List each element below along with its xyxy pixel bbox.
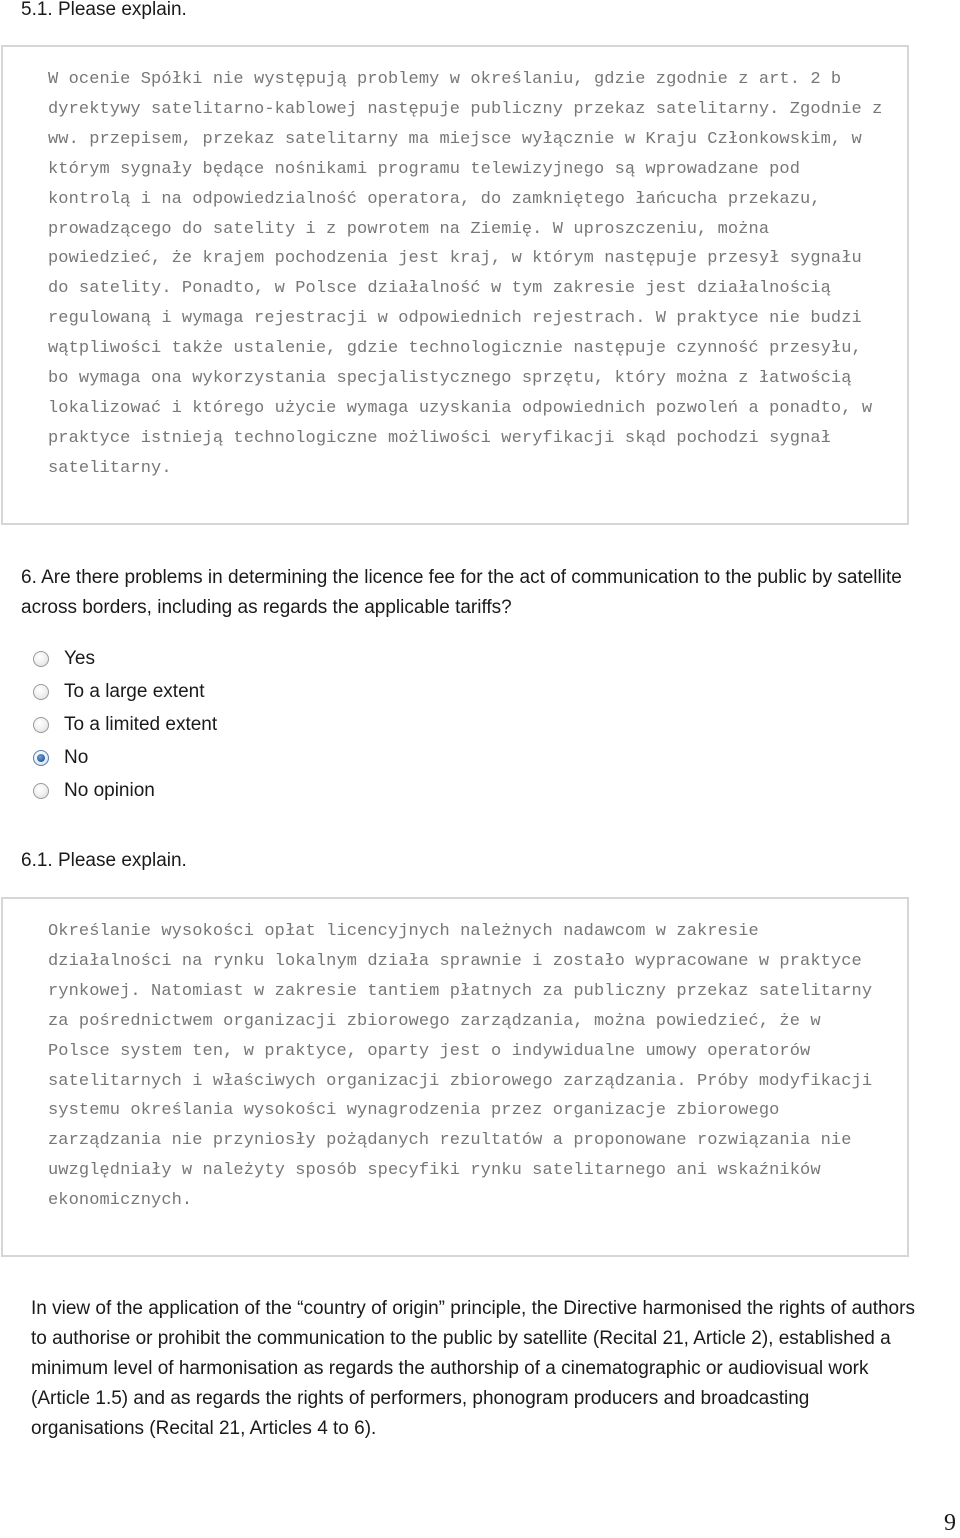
answer-text-6-1: Określanie wysokości opłat licencyjnych należnych nadawcom w zakresie działalności na rynku lokalnym działa sprawnie i zostało wypracowane w praktyce rynkowej. Natomiast w zakresie tantiem płatnych za publiczny przekaz satelitarny za pośrednictwem organizacji zbiorowego zarządzania, można powiedzieć, że w Polsce system ten, w praktyce, oparty jest o indywidualne umowy operatorów satelitarnych i właściwych organizacji zbiorowego zarządzania. Próby modyfikacji systemu określania wysokości wynagrodzenia przez organizacje zbiorowego zarządzania nie przyniosły pożądanych rezultatów a proponowane rozwiązania nie uwzględniały w należyty sposób specyfiki rynku satelitarnego ani wskaźników ekonomicznych. (48, 922, 873, 1211)
option-label: No (64, 746, 89, 768)
answer-box-5-1[interactable] (1, 45, 909, 525)
body-paragraph: In view of the application of the “country of origin” principle, the Directive harmonised the rights of authors to authorise or prohibit the communication to the public by satellite (Recital 21, Article 2), established a minimum level of harmonisation as regards the authorship of a cinematographic or audiovisual work (Article 1.5) and as regards the rights of performers, phonogram producers and broadcasting organisations (Recital 21, Articles 4 to 6). (31, 1298, 915, 1439)
section-6-1-heading: 6.1. Please explain. (21, 850, 187, 871)
option-label: Yes (64, 647, 95, 669)
radio-button-icon[interactable] (33, 717, 49, 733)
radio-button-icon[interactable] (33, 684, 49, 700)
option-to-a-large-extent[interactable] (33, 675, 217, 708)
answer-text-5-1: W ocenie Spółki nie występują problemy w określaniu, gdzie zgodnie z art. 2 b dyrektywy satelitarno-kablowej następuje publiczny przekaz satelitarny. Zgodnie z ww. przepisem, przekaz satelitarny ma miejsce wyłącznie w Kraju Członkowskim, w którym sygnały będące nośnikami programu telewizyjnego są wprowadzane pod kontrolą i na odpowiedzialność operatora, do zamkniętego łańcucha przekazu, prowadzącego do satelity i z powrotem na Ziemię. W uproszczeniu, można powiedzieć, że krajem pochodzenia jest kraj, w którym następuje przesył sygnału do satelity. Ponadto, w Polsce działalność w tym zakresie jest działalnością regulowaną i wymaga rejestracji w odpowiednich rejestrach. W praktyce nie budzi wątpliwości także ustalenie, gdzie technologicznie następuje czynność przesyłu, bo wymaga ona wykorzystania specjalistycznego sprzętu, który można z łatwością lokalizować i którego użycie wymaga uzyskania odpowiednich pozwoleń a ponadto, w praktyce istnieją technologiczne możliwości weryfikacji skąd pochodzi sygnał satelitarny. (48, 70, 883, 478)
answer-box-6-1[interactable] (1, 897, 909, 1257)
option-no[interactable] (33, 741, 217, 774)
radio-button-icon[interactable] (33, 783, 49, 799)
option-label: No opinion (64, 779, 155, 801)
option-yes[interactable] (33, 642, 217, 675)
page-number: 9 (944, 1510, 956, 1536)
radio-button-icon[interactable] (33, 651, 49, 667)
radio-group-question-6 (33, 642, 217, 807)
option-label: To a limited extent (64, 713, 218, 735)
section-5-1-heading: 5.1. Please explain. (21, 0, 187, 20)
option-to-a-limited-extent[interactable] (33, 708, 217, 741)
question-6-text: 6. Are there problems in determining the licence fee for the act of communication to the public by satellite across borders, including as regards the applicable tariffs? (21, 567, 902, 618)
option-no-opinion[interactable] (33, 774, 217, 807)
radio-button-checked-icon[interactable] (33, 750, 49, 766)
option-label: To a large extent (64, 680, 205, 702)
